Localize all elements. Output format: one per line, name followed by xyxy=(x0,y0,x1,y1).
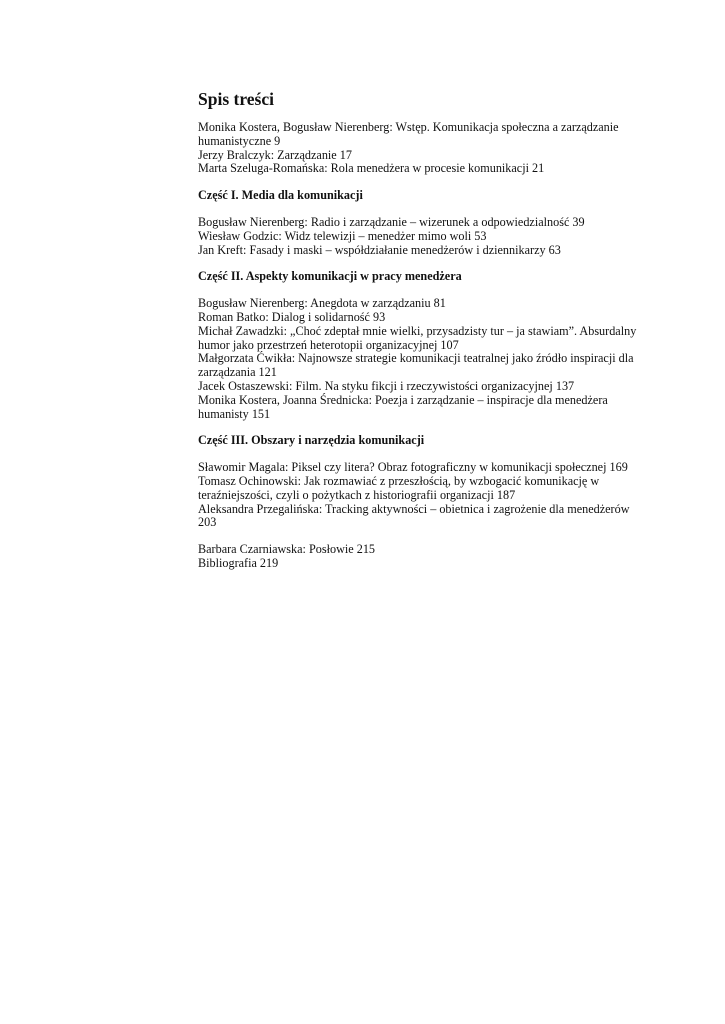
part-3 xyxy=(198,434,638,530)
toc-entry: Aleksandra Przegalińska: Tracking aktywności – obietnica i zagrożenie dla menedżerów 203 xyxy=(198,501,630,530)
toc-entry: Monika Kostera, Bogusław Nierenberg: Wstęp. Komunikacja społeczna a zarządzanie humanistyczne 9 xyxy=(198,120,619,148)
toc-entry: Bibliografia 219 xyxy=(198,555,279,570)
toc-title: Spis treści xyxy=(198,89,274,109)
toc-entry: Sławomir Magala: Piksel czy litera? Obraz fotograficzny w komunikacji społecznej 169 xyxy=(198,460,628,475)
toc-entry: Roman Batko: Dialog i solidarność 93 xyxy=(198,309,386,324)
section-heading: Część II. Aspekty komunikacji w pracy menedżera xyxy=(198,269,462,284)
toc-entry: Małgorzata Ćwikła: Najnowsze strategie komunikacji teatralnej jako źródło inspiracji dla zarządzania 121 xyxy=(198,351,634,380)
part-1 xyxy=(198,189,638,257)
toc-entry: Michał Zawadzki: „Choć zdeptał mnie wielki, przysadzisty tur – ja stawiam”. Absurdalny humor jako przestrzeń heterotopii organizacyjnej 107 xyxy=(198,323,637,352)
part-2 xyxy=(198,270,638,421)
closing-entries xyxy=(198,543,638,571)
toc-entry: Jan Kreft: Fasady i maski – współdziałanie menedżerów i dziennikarzy 63 xyxy=(198,242,561,257)
section-heading: Część I. Media dla komunikacji xyxy=(198,188,363,203)
toc-entry: Marta Szeluga-Romańska: Rola menedżera w procesie komunikacji 21 xyxy=(198,161,545,176)
toc-entry: Monika Kostera, Joanna Średnicka: Poezja i zarządzanie – inspiracje dla menedżera humanisty 151 xyxy=(198,392,608,421)
intro-entries xyxy=(198,121,638,176)
document-page xyxy=(198,88,638,571)
toc-entry: Jerzy Bralczyk: Zarządzanie 17 xyxy=(198,147,352,162)
toc-entry: Bogusław Nierenberg: Radio i zarządzanie – wizerunek a odpowiedzialność 39 xyxy=(198,214,585,229)
section-heading: Część III. Obszary i narzędzia komunikacji xyxy=(198,433,425,448)
toc-entry: Barbara Czarniawska: Posłowie 215 xyxy=(198,542,376,557)
toc-entry: Tomasz Ochinowski: Jak rozmawiać z przeszłością, by wzbogacić komunikację w teraźniejszości, czyli o pożytkach z historiografii organizacji 187 xyxy=(198,473,600,502)
toc-entry: Wiesław Godzic: Widz telewizji – menedżer mimo woli 53 xyxy=(198,228,487,243)
toc-entry: Jacek Ostaszewski: Film. Na styku fikcji i rzeczywistości organizacyjnej 137 xyxy=(198,378,575,393)
toc-entry: Bogusław Nierenberg: Anegdota w zarządzaniu 81 xyxy=(198,296,446,311)
